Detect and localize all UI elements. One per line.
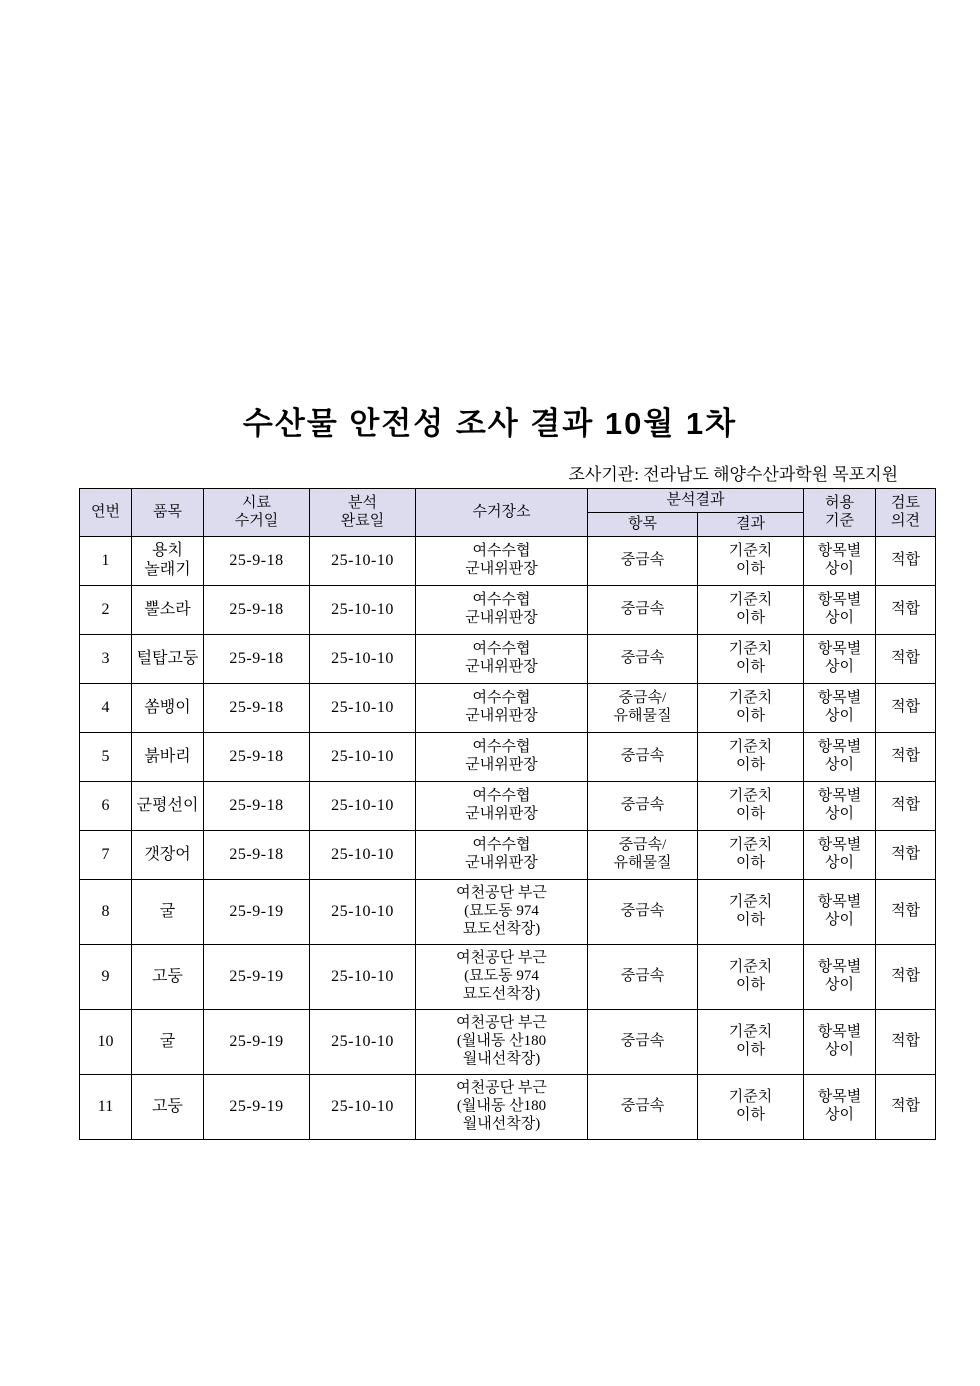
cell-sample-date: 25-9-18 xyxy=(204,537,310,586)
cell-place xyxy=(416,1075,588,1140)
header-analysis-date-line1: 분석 xyxy=(348,494,377,511)
cell-result-line1: 기준치 xyxy=(728,592,773,609)
cell-place xyxy=(416,831,588,880)
cell-standard xyxy=(804,684,876,733)
cell-result xyxy=(698,684,804,733)
header-sample-date-line2: 수거일 xyxy=(234,512,279,529)
cell-place xyxy=(416,586,588,635)
table-row xyxy=(80,1075,936,1140)
table-row xyxy=(80,1010,936,1075)
cell-sample-date: 25-9-18 xyxy=(204,586,310,635)
cell-analysis-date: 25-10-10 xyxy=(310,880,416,945)
cell-item-line2: 놀래기 xyxy=(144,561,191,578)
cell-standard-line2: 상이 xyxy=(825,561,854,577)
cell-analysis-date: 25-10-10 xyxy=(310,684,416,733)
cell-place-line1: 여천공단 부근 xyxy=(456,1080,547,1097)
cell-place xyxy=(416,733,588,782)
cell-place-line1: 여수수협 xyxy=(472,837,531,854)
cell-standard-line1: 항목별 xyxy=(817,837,862,854)
cell-place xyxy=(416,880,588,945)
cell-item-line1: 용치 xyxy=(152,542,183,560)
cell-result-line2: 이하 xyxy=(736,757,765,773)
cell-place-line2: 군내위판장 xyxy=(465,708,538,724)
header-opinion-line2: 의견 xyxy=(891,512,920,529)
cell-category xyxy=(588,1075,698,1140)
cell-result-line1: 기준치 xyxy=(728,739,773,756)
header-standard xyxy=(804,489,876,537)
cell-sample-date: 25-9-19 xyxy=(204,1075,310,1140)
cell-category xyxy=(588,586,698,635)
cell-no: 7 xyxy=(80,831,132,880)
cell-standard-line1: 항목별 xyxy=(817,641,862,658)
cell-opinion: 적합 xyxy=(876,1075,936,1140)
cell-result-line2: 이하 xyxy=(736,659,765,675)
cell-analysis-date: 25-10-10 xyxy=(310,782,416,831)
cell-item: 굴 xyxy=(132,1010,204,1075)
cell-analysis-date: 25-10-10 xyxy=(310,733,416,782)
cell-item xyxy=(132,537,204,586)
cell-sample-date: 25-9-19 xyxy=(204,1010,310,1075)
cell-opinion: 적합 xyxy=(876,880,936,945)
cell-item: 고둥 xyxy=(132,945,204,1010)
cell-place-line1: 여천공단 부근 xyxy=(456,1015,547,1032)
cell-standard-line2: 상이 xyxy=(825,912,854,928)
cell-standard xyxy=(804,1010,876,1075)
header-result-group: 분석결과 xyxy=(588,489,804,513)
cell-sample-date: 25-9-18 xyxy=(204,684,310,733)
cell-standard xyxy=(804,831,876,880)
cell-result xyxy=(698,945,804,1010)
header-sample-date xyxy=(204,489,310,537)
cell-sample-date: 25-9-18 xyxy=(204,831,310,880)
cell-standard xyxy=(804,1075,876,1140)
cell-standard-line1: 항목별 xyxy=(817,894,862,911)
cell-no: 11 xyxy=(80,1075,132,1140)
cell-result-line1: 기준치 xyxy=(728,543,773,560)
cell-opinion: 적합 xyxy=(876,537,936,586)
header-opinion-line1: 검토 xyxy=(891,494,920,511)
cell-result xyxy=(698,1010,804,1075)
cell-sample-date: 25-9-18 xyxy=(204,733,310,782)
cell-standard-line1: 항목별 xyxy=(817,592,862,609)
table-body xyxy=(80,537,936,1140)
cell-place-line2: 군내위판장 xyxy=(465,561,538,577)
cell-category xyxy=(588,537,698,586)
cell-category-line1: 중금속 xyxy=(620,601,665,618)
header-standard-line2: 기준 xyxy=(825,512,854,529)
cell-standard-line2: 상이 xyxy=(825,977,854,993)
cell-place-line3: 묘도선착장) xyxy=(462,920,541,937)
cell-place-line2: 군내위판장 xyxy=(465,659,538,675)
cell-opinion: 적합 xyxy=(876,831,936,880)
cell-standard xyxy=(804,945,876,1010)
cell-item: 쏨뱅이 xyxy=(132,684,204,733)
cell-standard-line2: 상이 xyxy=(825,1107,854,1123)
cell-standard-line2: 상이 xyxy=(825,757,854,773)
table-row xyxy=(80,635,936,684)
cell-analysis-date: 25-10-10 xyxy=(310,1010,416,1075)
cell-item: 털탑고둥 xyxy=(132,635,204,684)
header-opinion xyxy=(876,489,936,537)
cell-no: 5 xyxy=(80,733,132,782)
cell-sample-date: 25-9-19 xyxy=(204,945,310,1010)
cell-no: 4 xyxy=(80,684,132,733)
cell-result-line2: 이하 xyxy=(736,708,765,724)
cell-standard-line1: 항목별 xyxy=(817,543,862,560)
cell-place xyxy=(416,1010,588,1075)
cell-place-line2: 군내위판장 xyxy=(465,855,538,871)
cell-place xyxy=(416,945,588,1010)
cell-category xyxy=(588,635,698,684)
cell-standard xyxy=(804,635,876,684)
cell-result xyxy=(698,586,804,635)
cell-standard-line1: 항목별 xyxy=(817,788,862,805)
cell-category xyxy=(588,880,698,945)
cell-standard-line1: 항목별 xyxy=(817,690,862,707)
cell-category xyxy=(588,1010,698,1075)
cell-result-line2: 이하 xyxy=(736,610,765,626)
cell-place-line2: 군내위판장 xyxy=(465,806,538,822)
cell-standard-line1: 항목별 xyxy=(817,1089,862,1106)
header-result-value: 결과 xyxy=(698,513,804,537)
header-sample-date-line1: 시료 xyxy=(242,494,271,511)
cell-place-line1: 여천공단 부근 xyxy=(456,885,547,902)
cell-result-line2: 이하 xyxy=(736,561,765,577)
cell-item: 고둥 xyxy=(132,1075,204,1140)
cell-opinion: 적합 xyxy=(876,782,936,831)
cell-no: 3 xyxy=(80,635,132,684)
cell-category-line1: 중금속 xyxy=(620,552,665,569)
cell-category-line1: 중금속 xyxy=(620,797,665,814)
cell-opinion: 적합 xyxy=(876,684,936,733)
cell-no: 10 xyxy=(80,1010,132,1075)
cell-standard xyxy=(804,586,876,635)
cell-opinion: 적합 xyxy=(876,945,936,1010)
cell-result-line1: 기준치 xyxy=(728,1089,773,1106)
cell-category-line1: 중금속 xyxy=(620,1098,665,1115)
cell-sample-date: 25-9-18 xyxy=(204,782,310,831)
cell-standard-line2: 상이 xyxy=(825,659,854,675)
cell-opinion: 적합 xyxy=(876,1010,936,1075)
cell-no: 1 xyxy=(80,537,132,586)
page-title: 수산물 안전성 조사 결과 10월 1차 xyxy=(242,406,738,441)
table-row xyxy=(80,733,936,782)
cell-place-line1: 여수수협 xyxy=(472,543,531,560)
cell-category-line1: 중금속 xyxy=(620,903,665,920)
cell-analysis-date: 25-10-10 xyxy=(310,537,416,586)
table-row xyxy=(80,831,936,880)
cell-result-line2: 이하 xyxy=(736,855,765,871)
cell-standard xyxy=(804,880,876,945)
cell-result-line1: 기준치 xyxy=(728,690,773,707)
cell-standard-line2: 상이 xyxy=(825,1042,854,1058)
header-analysis-date-line2: 완료일 xyxy=(340,512,385,529)
table-row xyxy=(80,684,936,733)
cell-place-line1: 여수수협 xyxy=(472,592,531,609)
cell-opinion: 적합 xyxy=(876,635,936,684)
cell-category xyxy=(588,733,698,782)
header-item: 품목 xyxy=(132,489,204,537)
cell-standard-line1: 항목별 xyxy=(817,739,862,756)
cell-standard-line2: 상이 xyxy=(825,708,854,724)
agency-line: 조사기관: 전라남도 해양수산과학원 목포지원 xyxy=(568,465,898,484)
cell-place-line1: 여수수협 xyxy=(472,690,531,707)
cell-standard xyxy=(804,537,876,586)
cell-opinion: 적합 xyxy=(876,733,936,782)
cell-standard xyxy=(804,733,876,782)
cell-place-line2: (묘도동 974 xyxy=(464,968,539,985)
cell-standard xyxy=(804,782,876,831)
table-row xyxy=(80,880,936,945)
cell-result xyxy=(698,733,804,782)
cell-place-line2: (월내동 산180 xyxy=(456,1098,547,1115)
cell-item: 붉바리 xyxy=(132,733,204,782)
cell-result-line2: 이하 xyxy=(736,1107,765,1123)
cell-place-line2: 군내위판장 xyxy=(465,757,538,773)
cell-result xyxy=(698,831,804,880)
cell-opinion: 적합 xyxy=(876,586,936,635)
cell-place-line2: (묘도동 974 xyxy=(464,903,539,920)
cell-category xyxy=(588,684,698,733)
cell-result xyxy=(698,1075,804,1140)
cell-place-line3: 월내선착장) xyxy=(462,1115,541,1132)
cell-place-line1: 여수수협 xyxy=(472,788,531,805)
cell-place-line3: 묘도선착장) xyxy=(462,985,541,1002)
cell-place-line2: (월내동 산180 xyxy=(456,1033,547,1050)
cell-result-line1: 기준치 xyxy=(728,959,773,976)
cell-item: 뿔소라 xyxy=(132,586,204,635)
cell-item: 군평선이 xyxy=(132,782,204,831)
table-row xyxy=(80,782,936,831)
cell-place-line1: 여천공단 부근 xyxy=(456,950,547,967)
cell-standard-line2: 상이 xyxy=(825,855,854,871)
table-row xyxy=(80,945,936,1010)
cell-sample-date: 25-9-19 xyxy=(204,880,310,945)
cell-place xyxy=(416,635,588,684)
table-row xyxy=(80,586,936,635)
table-row xyxy=(80,537,936,586)
cell-category-line1: 중금속 xyxy=(620,748,665,765)
table-header xyxy=(80,489,936,537)
cell-result-line2: 이하 xyxy=(736,912,765,928)
cell-category-line1: 중금속/ xyxy=(618,837,667,854)
cell-result xyxy=(698,782,804,831)
cell-category-line1: 중금속/ xyxy=(618,690,667,707)
table-header-row-1 xyxy=(80,489,936,513)
cell-result-line1: 기준치 xyxy=(728,894,773,911)
cell-place-line1: 여수수협 xyxy=(472,739,531,756)
cell-place-line3: 월내선착장) xyxy=(462,1050,541,1067)
header-place: 수거장소 xyxy=(416,489,588,537)
cell-result xyxy=(698,635,804,684)
cell-analysis-date: 25-10-10 xyxy=(310,635,416,684)
cell-standard-line2: 상이 xyxy=(825,806,854,822)
cell-place xyxy=(416,684,588,733)
cell-place xyxy=(416,782,588,831)
cell-result-line1: 기준치 xyxy=(728,641,773,658)
cell-place-line1: 여수수협 xyxy=(472,641,531,658)
cell-standard-line1: 항목별 xyxy=(817,959,862,976)
cell-no: 9 xyxy=(80,945,132,1010)
cell-result-line2: 이하 xyxy=(736,806,765,822)
cell-item: 갯장어 xyxy=(132,831,204,880)
cell-place-line2: 군내위판장 xyxy=(465,610,538,626)
cell-category-line2: 유해물질 xyxy=(613,855,672,871)
header-result-category: 항목 xyxy=(588,513,698,537)
cell-no: 8 xyxy=(80,880,132,945)
cell-category-line1: 중금속 xyxy=(620,650,665,667)
cell-standard-line2: 상이 xyxy=(825,610,854,626)
cell-result xyxy=(698,880,804,945)
cell-category-line1: 중금속 xyxy=(620,1033,665,1050)
cell-sample-date: 25-9-18 xyxy=(204,635,310,684)
cell-analysis-date: 25-10-10 xyxy=(310,586,416,635)
header-analysis-date xyxy=(310,489,416,537)
cell-result-line1: 기준치 xyxy=(728,788,773,805)
cell-category-line1: 중금속 xyxy=(620,968,665,985)
cell-no: 2 xyxy=(80,586,132,635)
cell-result-line2: 이하 xyxy=(736,1042,765,1058)
cell-result-line1: 기준치 xyxy=(728,837,773,854)
cell-result xyxy=(698,537,804,586)
cell-analysis-date: 25-10-10 xyxy=(310,945,416,1010)
cell-place xyxy=(416,537,588,586)
cell-category xyxy=(588,831,698,880)
cell-result-line2: 이하 xyxy=(736,977,765,993)
header-no: 연번 xyxy=(80,489,132,537)
cell-result-line1: 기준치 xyxy=(728,1024,773,1041)
cell-no: 6 xyxy=(80,782,132,831)
cell-category-line2: 유해물질 xyxy=(613,708,672,724)
cell-standard-line1: 항목별 xyxy=(817,1024,862,1041)
safety-survey-table xyxy=(79,488,936,1140)
cell-item: 굴 xyxy=(132,880,204,945)
header-standard-line1: 허용 xyxy=(825,494,854,511)
cell-category xyxy=(588,945,698,1010)
cell-analysis-date: 25-10-10 xyxy=(310,1075,416,1140)
cell-category xyxy=(588,782,698,831)
cell-analysis-date: 25-10-10 xyxy=(310,831,416,880)
